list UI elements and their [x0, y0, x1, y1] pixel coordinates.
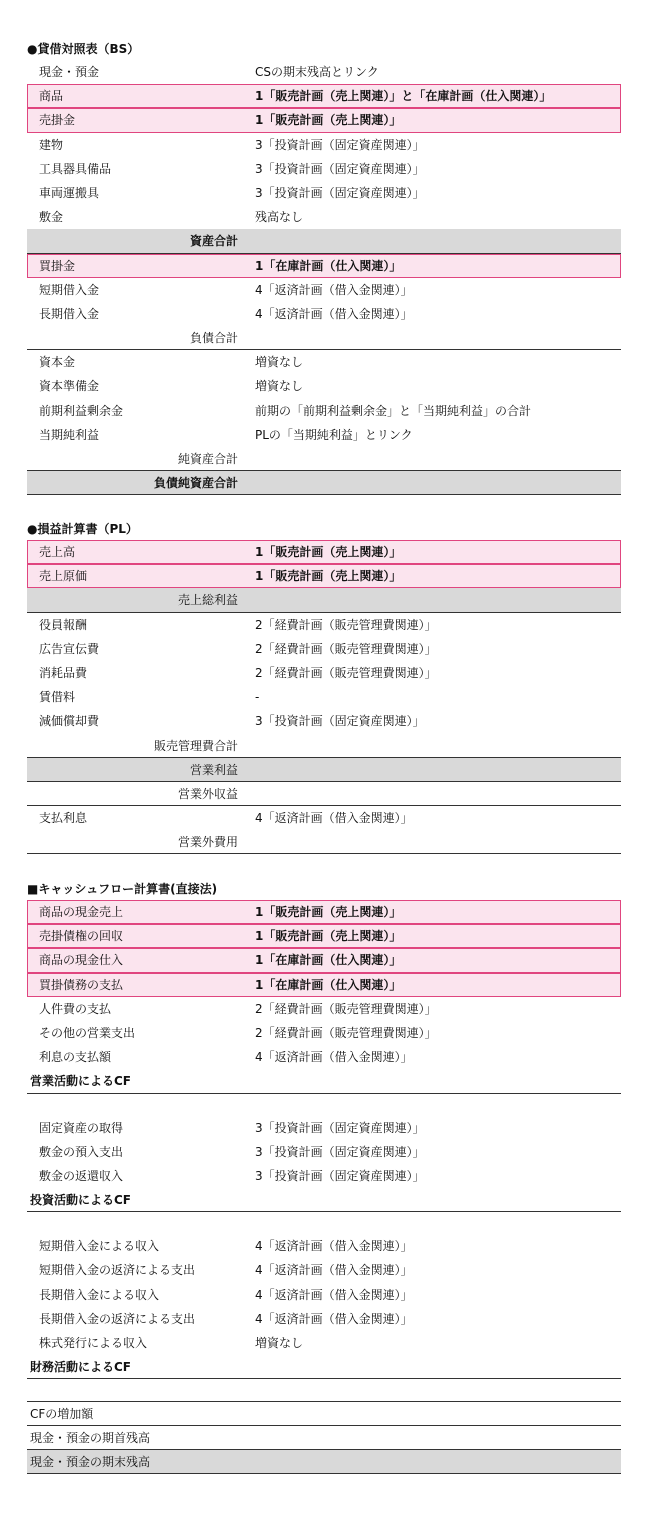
pl-section-title: ●損益計算書（PL） — [27, 522, 138, 536]
summary-label: CFの増加額 — [30, 1407, 94, 1422]
table-row — [27, 1164, 621, 1188]
pl-table — [27, 540, 621, 854]
cf-section-title: ■キャッシュフロー計算書(直接法) — [27, 882, 218, 896]
row-label: 売掛金 — [39, 113, 76, 128]
table-row — [27, 302, 621, 326]
total-label: 財務活動によるCF — [30, 1360, 132, 1375]
table-row — [27, 685, 621, 709]
row-label: 敷金の返還収入 — [39, 1168, 124, 1183]
row-value: - — [255, 690, 260, 705]
table-row — [27, 613, 621, 637]
row-label: 役員報酬 — [39, 617, 88, 632]
row-value: 増資なし — [255, 1336, 304, 1350]
total-row-operating-cf — [27, 1069, 621, 1093]
table-row — [27, 709, 621, 733]
row-value: 増資なし — [255, 379, 304, 394]
bs-table — [27, 60, 621, 495]
row-value: 2「経費計画（販売管理費関連）」 — [255, 1025, 437, 1040]
total-row-operating-income — [27, 758, 621, 782]
table-row — [27, 661, 621, 685]
table-row — [27, 806, 621, 830]
table-row — [27, 1021, 621, 1045]
spacer — [27, 1212, 621, 1234]
table-row — [27, 1307, 621, 1331]
row-label: 長期借入金による収入 — [39, 1287, 160, 1302]
spacer — [27, 1094, 621, 1116]
table-row-highlighted — [27, 254, 621, 278]
total-row-non-operating-expense — [27, 830, 621, 854]
row-value: 3「投資計画（固定資産関連）」 — [255, 1120, 425, 1135]
table-row-highlighted — [27, 108, 621, 132]
row-value: 1「販売計画（売上関連）」 — [255, 569, 402, 584]
row-label: 建物 — [39, 137, 64, 152]
row-value: 1「販売計画（売上関連）」と「在庫計画（仕入関連）」 — [255, 89, 552, 104]
row-label: 売上高 — [39, 545, 76, 559]
row-label: 当期純利益 — [39, 427, 100, 442]
row-value: 1「在庫計画（仕入関連）」 — [255, 977, 402, 992]
row-label: 広告宣伝費 — [39, 641, 100, 656]
row-value: 増資なし — [255, 355, 304, 370]
total-label: 投資活動によるCF — [30, 1193, 132, 1208]
row-label: 短期借入金による収入 — [39, 1239, 160, 1254]
table-row — [27, 181, 621, 205]
table-row — [27, 157, 621, 181]
row-label: 資本準備金 — [39, 379, 100, 394]
table-row-highlighted — [27, 948, 621, 972]
table-row-highlighted — [27, 564, 621, 588]
row-label: 車両運搬具 — [39, 185, 100, 200]
row-value: 残高なし — [255, 210, 304, 225]
total-label: 負債純資産合計 — [153, 476, 238, 491]
bs-section-title: ●貸借対照表（BS） — [27, 42, 140, 56]
row-label: 利息の支払額 — [39, 1050, 112, 1065]
table-row — [27, 1045, 621, 1069]
row-label: 敷金 — [39, 210, 64, 225]
table-row — [27, 1234, 621, 1258]
table-row — [27, 423, 621, 447]
row-value: 1「販売計画（売上関連）」 — [255, 113, 402, 128]
table-row-highlighted — [27, 540, 621, 564]
row-value: 3「投資計画（固定資産関連）」 — [255, 161, 425, 176]
summary-row-cf-increase — [27, 1401, 621, 1425]
total-row-liabilities-net-assets — [27, 471, 621, 495]
total-row-net-assets — [27, 447, 621, 471]
row-value: 3「投資計画（固定資産関連）」 — [255, 714, 425, 729]
row-value: 3「投資計画（固定資産関連）」 — [255, 185, 425, 200]
row-label: 売上原価 — [39, 569, 88, 584]
row-label: 商品の現金売上 — [39, 905, 124, 919]
total-row-assets — [27, 229, 621, 253]
total-label: 営業外費用 — [177, 835, 238, 850]
row-label: 固定資産の取得 — [39, 1120, 124, 1135]
row-label: 資本金 — [39, 355, 76, 370]
table-row-highlighted — [27, 924, 621, 948]
table-row — [27, 1258, 621, 1282]
table-row — [27, 374, 621, 398]
row-label: 長期借入金の返済による支出 — [39, 1311, 196, 1326]
row-label: 減価償却費 — [39, 714, 100, 729]
row-label: 前期利益剰余金 — [39, 403, 124, 418]
table-row — [27, 60, 621, 84]
table-row — [27, 1331, 621, 1355]
total-row-investing-cf — [27, 1188, 621, 1212]
total-row-liabilities — [27, 326, 621, 350]
row-label: 現金・預金 — [39, 65, 100, 79]
spacer — [27, 1379, 621, 1401]
total-label: 販売管理費合計 — [153, 738, 238, 753]
table-row — [27, 997, 621, 1021]
row-label: 短期借入金の返済による支出 — [39, 1263, 196, 1278]
total-label: 営業外収益 — [177, 786, 238, 801]
row-value: PLの「当期純利益」とリンク — [255, 427, 413, 442]
row-label: 賃借料 — [39, 690, 76, 705]
row-value: 2「経費計画（販売管理費関連）」 — [255, 1001, 437, 1016]
row-label: 商品の現金仕入 — [39, 953, 124, 968]
total-row-non-operating-income — [27, 782, 621, 806]
row-value: 4「返済計画（借入金関連）」 — [255, 1263, 413, 1278]
row-value: 1「販売計画（売上関連）」 — [255, 905, 402, 919]
cf-table — [27, 900, 621, 1474]
total-label: 純資産合計 — [177, 452, 238, 466]
table-row — [27, 1116, 621, 1140]
row-value: 1「販売計画（売上関連）」 — [255, 545, 402, 559]
row-label: 短期借入金 — [39, 282, 100, 297]
total-label: 営業活動によるCF — [30, 1074, 132, 1089]
row-label: 長期借入金 — [39, 306, 100, 321]
table-row — [27, 1140, 621, 1164]
row-value: 4「返済計画（借入金関連）」 — [255, 306, 413, 321]
row-value: 1「在庫計画（仕入関連）」 — [255, 953, 402, 968]
total-label: 営業利益 — [189, 762, 238, 777]
row-value: 4「返済計画（借入金関連）」 — [255, 1239, 413, 1254]
row-value: 1「在庫計画（仕入関連）」 — [255, 258, 402, 273]
row-label: 消耗品費 — [39, 665, 88, 680]
row-label: 工具器具備品 — [39, 161, 112, 176]
total-label: 売上総利益 — [177, 593, 238, 608]
row-value: 3「投資計画（固定資産関連）」 — [255, 1168, 425, 1183]
row-label: 商品 — [39, 89, 64, 104]
row-label: 支払利息 — [39, 811, 88, 826]
row-label: 敷金の預入支出 — [39, 1144, 124, 1159]
row-value: 3「投資計画（固定資産関連）」 — [255, 1144, 425, 1159]
table-row — [27, 350, 621, 374]
table-row — [27, 278, 621, 302]
table-row-highlighted — [27, 973, 621, 997]
row-label: 売掛債権の回収 — [39, 929, 124, 944]
total-label: 負債合計 — [189, 331, 238, 346]
row-value: 3「投資計画（固定資産関連）」 — [255, 137, 425, 152]
row-value: 4「返済計画（借入金関連）」 — [255, 1050, 413, 1065]
table-row — [27, 133, 621, 157]
row-value: 4「返済計画（借入金関連）」 — [255, 811, 413, 826]
row-label: 株式発行による収入 — [39, 1336, 148, 1350]
row-value: CSの期末残高とリンク — [255, 65, 379, 79]
summary-row-opening-cash — [27, 1426, 621, 1450]
row-value: 4「返済計画（借入金関連）」 — [255, 1287, 413, 1302]
table-row-highlighted — [27, 84, 621, 108]
row-value: 4「返済計画（借入金関連）」 — [255, 282, 413, 297]
total-label: 資産合計 — [189, 234, 238, 249]
table-row — [27, 205, 621, 229]
summary-row-closing-cash — [27, 1450, 621, 1474]
row-value: 1「販売計画（売上関連）」 — [255, 929, 402, 944]
row-value: 前期の「前期利益剰余金」と「当期純利益」の合計 — [255, 403, 532, 418]
table-row — [27, 399, 621, 423]
table-row-highlighted — [27, 900, 621, 924]
row-label: 人件費の支払 — [39, 1001, 112, 1016]
row-label: 買掛金 — [39, 258, 76, 273]
summary-label: 現金・預金の期首残高 — [30, 1430, 151, 1445]
total-row-sga — [27, 734, 621, 758]
row-value: 2「経費計画（販売管理費関連）」 — [255, 641, 437, 656]
total-row-gross-profit — [27, 588, 621, 612]
table-row — [27, 637, 621, 661]
row-label: 買掛債務の支払 — [39, 977, 124, 992]
total-row-financing-cf — [27, 1355, 621, 1379]
row-value: 4「返済計画（借入金関連）」 — [255, 1311, 413, 1326]
summary-label: 現金・預金の期末残高 — [30, 1454, 151, 1469]
row-value: 2「経費計画（販売管理費関連）」 — [255, 665, 437, 680]
row-value: 2「経費計画（販売管理費関連）」 — [255, 617, 437, 632]
row-label: その他の営業支出 — [39, 1025, 136, 1040]
table-row — [27, 1283, 621, 1307]
